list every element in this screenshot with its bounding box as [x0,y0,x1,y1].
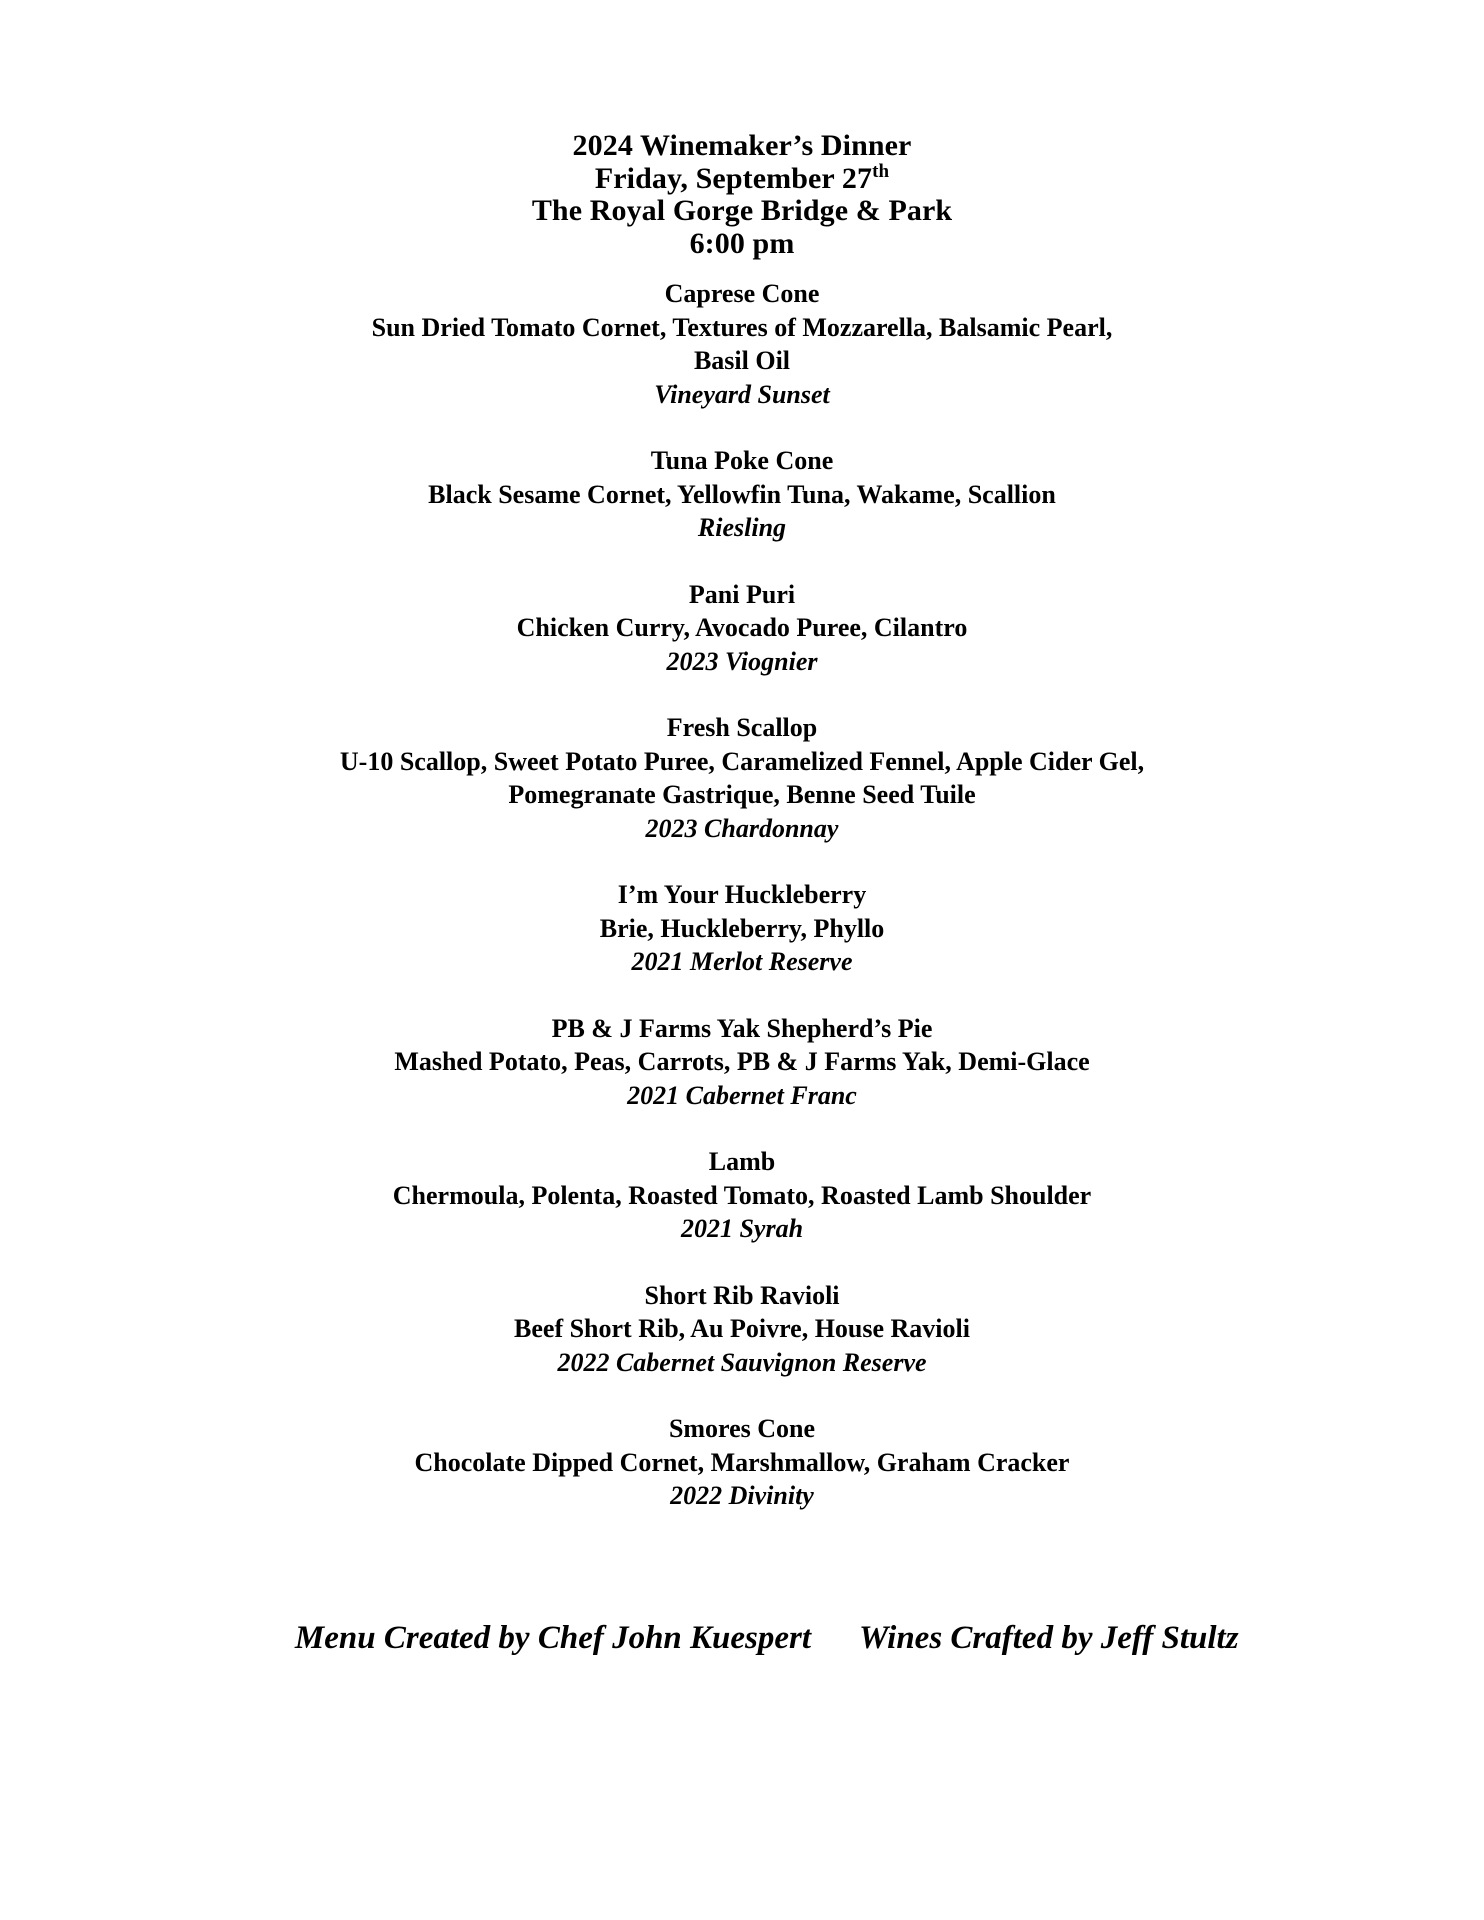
course-description-line: U-10 Scallop, Sweet Potato Puree, Caramelized Fennel, Apple Cider Gel, [339,746,1145,776]
course-title: PB & J Farms Yak Shepherd’s Pie [551,1013,933,1043]
course-title: Smores Cone [668,1414,816,1443]
course-wine-pairing: Vineyard Sunset [654,379,830,409]
course-description-line: Brie, Huckleberry, Phyllo [599,913,885,943]
course-spacer [0,545,1484,578]
course-description-line: Chermoula, Polenta, Roasted Tomato, Roasted Lamb Shoulder [392,1180,1092,1210]
course-item [0,277,1484,411]
course-spacer [0,1379,1484,1412]
course-item [0,878,1484,979]
course-list [0,277,1484,1513]
course-spacer [0,678,1484,711]
course-spacer [0,1246,1484,1279]
course-wine-pairing: 2021 Merlot Reserve [631,947,853,976]
course-title: Caprese Cone [664,279,820,308]
course-description-line: Pomegranate Gastrique, Benne Seed Tuile [508,780,976,809]
event-date-text: Friday, September 27 [594,161,873,195]
course-item [0,1012,1484,1113]
course-item [0,1279,1484,1380]
event-venue: The Royal Gorge Bridge & Park [531,194,953,227]
course-spacer [0,1112,1484,1145]
event-title: 2024 Winemaker’s Dinner [572,129,912,162]
course-description-line: Chicken Curry, Avocado Puree, Cilantro [516,613,968,642]
menu-header [0,130,1484,260]
course-description-line: Mashed Potato, Peas, Carrots, PB & J Farms Yak, Demi-Glace [394,1047,1090,1076]
event-date [0,160,1484,196]
course-description-line: Sun Dried Tomato Cornet, Textures of Mozzarella, Balsamic Pearl, [371,312,1113,342]
course-item [0,578,1484,679]
course-item [0,1145,1484,1246]
course-description-line: Black Sesame Cornet, Yellowfin Tuna, Wakame, Scallion [428,479,1056,509]
course-wine-pairing: 2022 Divinity [670,1481,814,1510]
chef-credit: Menu Created by Chef John Kuespert [294,1619,812,1656]
event-time: 6:00 pm [689,226,795,260]
course-description-line: Beef Short Rib, Au Poivre, House Ravioli [514,1314,970,1343]
course-spacer [0,845,1484,878]
course-title: I’m Your Huckleberry [617,880,867,909]
course-item [0,1412,1484,1513]
course-item [0,444,1484,545]
course-title: Lamb [708,1147,776,1176]
course-description-line: Basil Oil [693,346,791,375]
course-spacer [0,979,1484,1012]
course-description-line: Chocolate Dipped Cornet, Marshmallow, Graham Cracker [414,1447,1070,1477]
course-item [0,711,1484,845]
course-wine-pairing: 2023 Viognier [666,646,818,676]
course-wine-pairing: Riesling [697,513,787,542]
course-title: Tuna Poke Cone [650,446,834,475]
course-wine-pairing: 2021 Cabernet Franc [627,1080,857,1110]
course-title: Short Rib Ravioli [644,1280,840,1310]
menu-footer [0,1581,1484,1695]
course-spacer [0,411,1484,444]
event-date-ordinal-suffix: th [872,160,890,182]
course-title: Fresh Scallop [666,713,818,742]
course-wine-pairing: 2023 Chardonnay [645,813,839,843]
winemaker-credit: Wines Crafted by Jeff Stultz [859,1619,1239,1656]
course-wine-pairing: 2022 Cabernet Sauvignon Reserve [557,1347,927,1377]
course-wine-pairing: 2021 Syrah [680,1214,804,1243]
course-title: Pani Puri [688,579,796,609]
